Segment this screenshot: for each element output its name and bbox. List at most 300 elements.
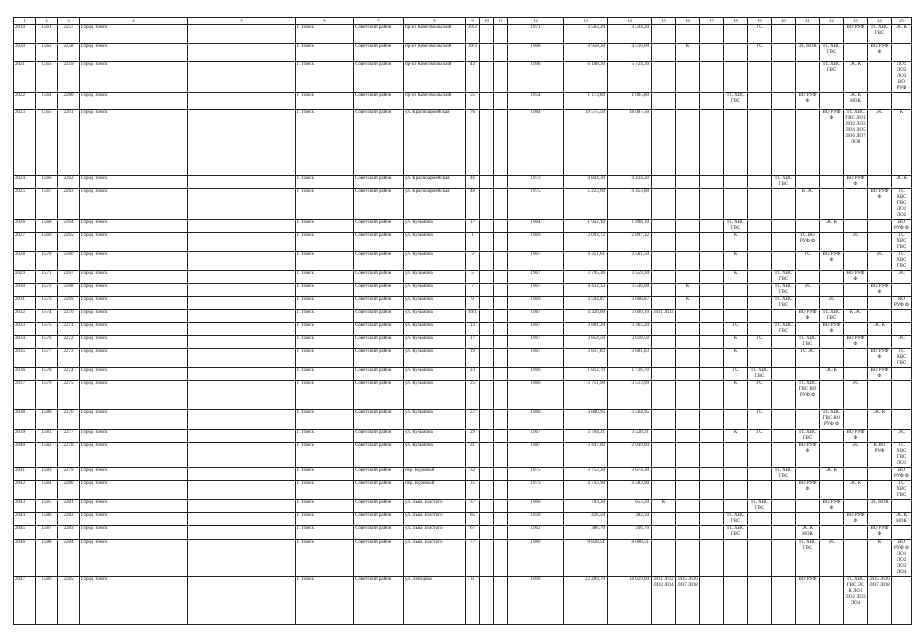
table-row — [14, 336, 912, 349]
table-cell-col-16 — [676, 62, 700, 93]
table-cell-col-1: 2022 — [14, 93, 36, 110]
table-cell-col-15 — [652, 271, 676, 284]
table-cell-col-13: 3 837,83 — [564, 349, 608, 368]
table-cell-col-11 — [494, 252, 508, 271]
table-cell-col-6: г. Томск — [296, 44, 354, 62]
table-cell-col-2: 1564 — [36, 93, 58, 110]
table-cell-col-4: Город Томск — [80, 368, 188, 381]
table-cell-col-9: 35 — [466, 481, 480, 500]
table-cell-col-25 — [892, 410, 912, 430]
table-cell-col-20 — [772, 513, 796, 526]
table-cell-col-13: 3 764,31 — [564, 430, 608, 443]
table-cell-col-13: 6 108,30 — [564, 62, 608, 93]
table-cell-col-6: г. Томск — [296, 540, 354, 577]
table-cell-col-19 — [748, 271, 772, 284]
table-cell-col-3: 2274 — [58, 368, 80, 381]
table-cell-col-5 — [188, 25, 296, 44]
table-cell-col-22: ВО РУФ Ф — [820, 500, 844, 513]
table-cell-col-12: 1989 — [508, 540, 564, 577]
table-cell-col-14: 3 618,50 — [608, 336, 652, 349]
table-cell-col-5 — [188, 176, 296, 189]
table-cell-col-14: 4 453,80 — [608, 189, 652, 220]
table-cell-col-14: 4 544,20 — [608, 25, 652, 44]
table-cell-col-2: 1563 — [36, 62, 58, 93]
table-cell-col-15 — [652, 284, 676, 297]
table-cell-col-1: 2035 — [14, 349, 36, 368]
table-cell-col-10 — [480, 310, 494, 323]
column-number-2: 2 — [36, 18, 58, 25]
table-cell-col-3: 2262 — [58, 176, 80, 189]
table-cell-col-13: 703,30 — [564, 500, 608, 513]
table-cell-col-4: Город Томск — [80, 381, 188, 410]
table-cell-col-3: 2257 — [58, 25, 80, 44]
table-cell-col-16: ЛО5 ЛО6 ЛО7 ЛО8 — [676, 577, 700, 625]
table-cell-col-5 — [188, 252, 296, 271]
table-cell-col-19: ГС — [748, 430, 772, 443]
table-cell-col-19: ГС — [748, 410, 772, 430]
table-cell-col-2: 1572 — [36, 284, 58, 297]
table-cell-col-14: 5 724,30 — [608, 62, 652, 93]
table-cell-col-15 — [652, 481, 676, 500]
table-cell-col-8: ул. Красноармейская — [404, 110, 466, 176]
table-cell-col-6: г. Томск — [296, 443, 354, 468]
table-cell-col-12: 1969 — [508, 297, 564, 310]
table-cell-col-22 — [820, 271, 844, 284]
table-cell-col-11 — [494, 410, 508, 430]
table-cell-col-11 — [494, 44, 508, 62]
table-cell-col-11 — [494, 481, 508, 500]
register-table — [13, 17, 912, 625]
table-cell-col-7: Советский район — [354, 44, 404, 62]
table-cell-col-1: 2021 — [14, 62, 36, 93]
table-cell-col-25: ЭС — [892, 336, 912, 349]
table-cell-col-20: ТС ХВС ГВС — [772, 176, 796, 189]
table-cell-col-6: г. Томск — [296, 189, 354, 220]
table-cell-col-25 — [892, 93, 912, 110]
table-cell-col-24: ВО РУФ Ф — [868, 526, 892, 540]
table-cell-col-21 — [796, 368, 820, 381]
table-cell-col-5 — [188, 110, 296, 176]
table-cell-col-21: ЭС НОК — [796, 44, 820, 62]
table-cell-col-16 — [676, 481, 700, 500]
table-cell-col-4: Город Томск — [80, 252, 188, 271]
table-cell-col-1: 2038 — [14, 410, 36, 430]
table-cell-col-2: 1580 — [36, 410, 58, 430]
table-cell-col-23: ЭС К НОК — [844, 93, 868, 110]
table-cell-col-14: 3 674,30 — [608, 468, 652, 481]
table-cell-col-20 — [772, 220, 796, 233]
table-cell-col-12: 1987 — [508, 443, 564, 468]
table-cell-col-25: ТС ХВС ГВС — [892, 252, 912, 271]
table-cell-col-4: Город Томск — [80, 25, 188, 44]
table-cell-col-24 — [868, 310, 892, 323]
table-cell-col-3: 2266 — [58, 252, 80, 271]
table-cell-col-5 — [188, 368, 296, 381]
table-cell-col-8: ул. Кузьмина — [404, 233, 466, 252]
table-cell-col-21 — [796, 468, 820, 481]
column-number-20: 20 — [772, 18, 796, 25]
table-row — [14, 233, 912, 252]
table-cell-col-12: 1966 — [508, 381, 564, 410]
table-cell-col-20 — [772, 410, 796, 430]
table-cell-col-22 — [820, 526, 844, 540]
table-cell-col-3: 2272 — [58, 336, 80, 349]
table-cell-col-9: 76 — [466, 110, 480, 176]
table-cell-col-7: Советский район — [354, 271, 404, 284]
table-cell-col-13: 3 594,87 — [564, 297, 608, 310]
table-row — [14, 513, 912, 526]
column-number-6: 6 — [296, 18, 354, 25]
table-cell-col-19 — [748, 189, 772, 220]
table-cell-col-20 — [772, 233, 796, 252]
table-cell-col-17 — [700, 189, 724, 220]
table-cell-col-22 — [820, 93, 844, 110]
table-cell-col-1: 2025 — [14, 189, 36, 220]
table-cell-col-16 — [676, 443, 700, 468]
column-number-19: 19 — [748, 18, 772, 25]
table-cell-col-1: 2034 — [14, 336, 36, 349]
table-cell-col-2: 1565 — [36, 110, 58, 176]
table-cell-col-2: 1569 — [36, 233, 58, 252]
column-number-3: 3 — [58, 18, 80, 25]
table-cell-col-5 — [188, 62, 296, 93]
table-cell-col-5 — [188, 220, 296, 233]
table-cell-col-5 — [188, 443, 296, 468]
table-cell-col-8: пр-кт Комсомольский — [404, 44, 466, 62]
table-cell-col-15 — [652, 443, 676, 468]
table-cell-col-16 — [676, 233, 700, 252]
table-cell-col-1: 2028 — [14, 252, 36, 271]
table-cell-col-8: пр-кт Комсомольский — [404, 93, 466, 110]
table-cell-col-3: 2260 — [58, 93, 80, 110]
table-cell-col-21: ВО РУФ Ф — [796, 443, 820, 468]
table-cell-col-25 — [892, 381, 912, 410]
table-cell-col-18 — [724, 25, 748, 44]
table-cell-col-24: ЭС — [868, 252, 892, 271]
column-number-14: 14 — [608, 18, 652, 25]
table-cell-col-13: 4 432,33 — [564, 284, 608, 297]
table-cell-col-20 — [772, 526, 796, 540]
table-cell-col-14: 1 065,80 — [608, 93, 652, 110]
table-cell-col-17 — [700, 381, 724, 410]
table-cell-col-15 — [652, 44, 676, 62]
table-cell-col-11 — [494, 93, 508, 110]
table-cell-col-24: ВО РУФ Ф — [868, 284, 892, 297]
table-row — [14, 93, 912, 110]
table-cell-col-16 — [676, 349, 700, 368]
table-cell-col-11 — [494, 62, 508, 93]
table-cell-col-3: 2283 — [58, 526, 80, 540]
table-cell-col-17 — [700, 526, 724, 540]
table-cell-col-19 — [748, 297, 772, 310]
table-cell-col-1: 2033 — [14, 323, 36, 336]
table-cell-col-15 — [652, 513, 676, 526]
table-cell-col-23 — [844, 540, 868, 577]
table-cell-col-13: 4 844,30 — [564, 176, 608, 189]
table-cell-col-24: ВО РУФ Ф — [868, 44, 892, 62]
table-cell-col-6: г. Томск — [296, 220, 354, 233]
table-cell-col-11 — [494, 233, 508, 252]
table-cell-col-16 — [676, 336, 700, 349]
table-cell-col-5 — [188, 233, 296, 252]
table-cell-col-12: 1967 — [508, 336, 564, 349]
table-cell-col-23: ВО РУФ — [844, 25, 868, 44]
table-cell-col-9: 23 — [466, 368, 480, 381]
table-cell-col-10 — [480, 110, 494, 176]
table-cell-col-5 — [188, 297, 296, 310]
table-cell-col-22 — [820, 349, 844, 368]
table-cell-col-17 — [700, 93, 724, 110]
table-cell-col-13: 3 447,60 — [564, 443, 608, 468]
table-cell-col-12: 1967 — [508, 430, 564, 443]
table-cell-col-14: 4 583,90 — [608, 481, 652, 500]
table-cell-col-14: 3 564,95 — [608, 410, 652, 430]
table-cell-col-11 — [494, 297, 508, 310]
table-cell-col-21: ЭС К НОК — [796, 526, 820, 540]
table-cell-col-8: ул. Лебедева — [404, 577, 466, 625]
table-cell-col-3: 2268 — [58, 284, 80, 297]
table-cell-col-12: 1967 — [508, 349, 564, 368]
table-cell-col-15 — [652, 297, 676, 310]
table-cell-col-7: Советский район — [354, 481, 404, 500]
table-cell-col-24: ЭС — [868, 110, 892, 176]
table-cell-col-6: г. Томск — [296, 526, 354, 540]
table-cell-col-2: 1589 — [36, 577, 58, 625]
table-cell-col-18 — [724, 481, 748, 500]
table-cell-col-25: ЭС К НОК — [892, 513, 912, 526]
column-number-4: 4 — [80, 18, 188, 25]
table-cell-col-16 — [676, 513, 700, 526]
table-cell-col-12: 1967 — [508, 271, 564, 284]
table-cell-col-23 — [844, 526, 868, 540]
table-cell-col-18: К — [724, 336, 748, 349]
table-cell-col-11 — [494, 526, 508, 540]
table-cell-col-25: ВО РУФ Ф — [892, 297, 912, 310]
table-cell-col-24 — [868, 176, 892, 189]
table-cell-col-24 — [868, 62, 892, 93]
table-cell-col-23: ЭС — [844, 381, 868, 410]
table-cell-col-3: 2269 — [58, 297, 80, 310]
table-cell-col-6: г. Томск — [296, 323, 354, 336]
table-cell-col-15 — [652, 430, 676, 443]
table-cell-col-10 — [480, 500, 494, 513]
table-cell-col-14: 1 736,70 — [608, 368, 652, 381]
table-cell-col-1: 2043 — [14, 500, 36, 513]
table-cell-col-6: г. Томск — [296, 349, 354, 368]
table-cell-col-17 — [700, 25, 724, 44]
table-cell-col-8: ул. Красноармейская — [404, 176, 466, 189]
table-cell-col-10 — [480, 381, 494, 410]
table-cell-col-12: 1975 — [508, 468, 564, 481]
table-cell-col-3: 2281 — [58, 500, 80, 513]
table-cell-col-8: ул. Кузьмина — [404, 297, 466, 310]
table-cell-col-4: Город Томск — [80, 271, 188, 284]
table-cell-col-19 — [748, 443, 772, 468]
table-cell-col-17 — [700, 297, 724, 310]
table-cell-col-24 — [868, 271, 892, 284]
table-cell-col-10 — [480, 25, 494, 44]
table-cell-col-15 — [652, 526, 676, 540]
table-cell-col-5 — [188, 44, 296, 62]
table-cell-col-15 — [652, 176, 676, 189]
table-cell-col-5 — [188, 189, 296, 220]
table-row — [14, 540, 912, 577]
table-cell-col-23: ЭС К — [844, 481, 868, 500]
table-cell-col-17 — [700, 500, 724, 513]
table-cell-col-11 — [494, 368, 508, 381]
table-cell-col-24: ЛО5 ЛО6 ЛО7 ЛО8 — [868, 577, 892, 625]
table-cell-col-19 — [748, 468, 772, 481]
table-cell-col-19 — [748, 323, 772, 336]
table-cell-col-19 — [748, 93, 772, 110]
table-cell-col-22: ЭС К — [820, 368, 844, 381]
column-number-22: 22 — [820, 18, 844, 25]
table-cell-col-8: пер. Куриный — [404, 481, 466, 500]
table-cell-col-16 — [676, 220, 700, 233]
table-cell-col-20 — [772, 368, 796, 381]
table-row — [14, 62, 912, 93]
column-number-12: 12 — [508, 18, 564, 25]
table-cell-col-14: 653,20 — [608, 500, 652, 513]
table-cell-col-1: 2019 — [14, 25, 36, 44]
table-cell-col-24: ВО РУФ Ф — [868, 189, 892, 220]
table-cell-col-6: г. Томск — [296, 468, 354, 481]
table-cell-col-20 — [772, 310, 796, 323]
table-cell-col-21: ТС ХВС ГВС — [796, 540, 820, 577]
table-cell-col-17 — [700, 540, 724, 577]
table-cell-col-8: ул. Кузьмина — [404, 310, 466, 323]
table-cell-col-22 — [820, 430, 844, 443]
table-cell-col-5 — [188, 500, 296, 513]
table-cell-col-16 — [676, 500, 700, 513]
table-cell-col-22: ТС ХВС ГВС — [820, 62, 844, 93]
table-cell-col-10 — [480, 93, 494, 110]
table-cell-col-4: Город Томск — [80, 526, 188, 540]
table-cell-col-8: ул. Льва Толстого — [404, 500, 466, 513]
table-cell-col-23: ЭС — [844, 233, 868, 252]
table-cell-col-20 — [772, 500, 796, 513]
table-cell-col-12: 1966 — [508, 410, 564, 430]
table-cell-col-22: ЭС — [820, 540, 844, 577]
table-cell-col-10 — [480, 284, 494, 297]
table-cell-col-23 — [844, 468, 868, 481]
table-cell-col-12: 1969 — [508, 233, 564, 252]
table-cell-col-25: ТС ХВС ГВС ЛО1 — [892, 443, 912, 468]
table-cell-col-2: 1562 — [36, 44, 58, 62]
table-cell-col-11 — [494, 540, 508, 577]
table-cell-col-24: ЭС НОК — [868, 500, 892, 513]
table-cell-col-1: 2039 — [14, 430, 36, 443]
table-cell-col-6: г. Томск — [296, 62, 354, 93]
table-cell-col-22 — [820, 513, 844, 526]
table-cell-col-21: К ЭС — [796, 189, 820, 220]
table-cell-col-21: ВО РУФ Ф — [796, 310, 820, 323]
table-cell-col-21 — [796, 25, 820, 44]
table-cell-col-5 — [188, 540, 296, 577]
table-cell-col-7: Советский район — [354, 540, 404, 577]
table-cell-col-18: ТС ХВС ГВС — [724, 513, 748, 526]
table-cell-col-13: 4 562,20 — [564, 25, 608, 44]
table-cell-col-12: 1999 — [508, 577, 564, 625]
table-cell-col-22 — [820, 481, 844, 500]
table-cell-col-9: 39/2 — [466, 25, 480, 44]
table-cell-col-19 — [748, 481, 772, 500]
table-cell-col-15 — [652, 62, 676, 93]
table-cell-col-11 — [494, 323, 508, 336]
table-cell-col-8: ул. Кузьмина — [404, 410, 466, 430]
table-cell-col-23 — [844, 297, 868, 310]
table-cell-col-5 — [188, 284, 296, 297]
table-cell-col-2: 1581 — [36, 430, 58, 443]
table-cell-col-4: Город Томск — [80, 44, 188, 62]
table-cell-col-16 — [676, 93, 700, 110]
column-number-18: 18 — [724, 18, 748, 25]
table-cell-col-2: 1584 — [36, 481, 58, 500]
table-cell-col-19 — [748, 310, 772, 323]
table-cell-col-2: 1576 — [36, 336, 58, 349]
table-cell-col-19 — [748, 577, 772, 625]
table-cell-col-7: Советский район — [354, 297, 404, 310]
table-cell-col-13: 3 801,20 — [564, 323, 608, 336]
table-cell-col-18 — [724, 577, 748, 625]
table-cell-col-25 — [892, 526, 912, 540]
table-cell-col-5 — [188, 468, 296, 481]
table-cell-col-25: ЭС — [892, 271, 912, 284]
table-cell-col-4: Город Томск — [80, 220, 188, 233]
table-cell-col-4: Город Томск — [80, 310, 188, 323]
table-cell-col-7: Советский район — [354, 284, 404, 297]
table-row — [14, 284, 912, 297]
table-cell-col-7: Советский район — [354, 526, 404, 540]
table-cell-col-3: 2258 — [58, 44, 80, 62]
table-cell-col-21: ГС — [796, 252, 820, 271]
table-cell-col-17 — [700, 349, 724, 368]
table-cell-col-7: Советский район — [354, 252, 404, 271]
table-cell-col-11 — [494, 468, 508, 481]
table-cell-col-17 — [700, 577, 724, 625]
table-cell-col-10 — [480, 481, 494, 500]
table-cell-col-19 — [748, 110, 772, 176]
table-cell-col-2: 1568 — [36, 220, 58, 233]
table-cell-col-14: 382,50 — [608, 513, 652, 526]
table-cell-col-4: Город Томск — [80, 62, 188, 93]
table-cell-col-7: Советский район — [354, 310, 404, 323]
table-cell-col-13: 1 812,70 — [564, 368, 608, 381]
table-cell-col-18 — [724, 500, 748, 513]
table-cell-col-20: ТС ХВС ГВС — [772, 297, 796, 310]
column-number-row — [14, 18, 912, 25]
table-cell-col-7: Советский район — [354, 577, 404, 625]
table-row — [14, 526, 912, 540]
table-row — [14, 44, 912, 62]
table-cell-col-23 — [844, 368, 868, 381]
table-cell-col-4: Город Томск — [80, 176, 188, 189]
table-cell-col-18 — [724, 110, 748, 176]
table-cell-col-15 — [652, 220, 676, 233]
table-cell-col-21: ВО РУФ — [796, 577, 820, 625]
table-cell-col-13: 3 751,99 — [564, 381, 608, 410]
register-sheet — [13, 17, 909, 625]
table-cell-col-25 — [892, 310, 912, 323]
table-cell-col-24 — [868, 468, 892, 481]
table-cell-col-18 — [724, 189, 748, 220]
table-row — [14, 368, 912, 381]
table-cell-col-1: 2030 — [14, 284, 36, 297]
table-cell-col-19: ГС — [748, 336, 772, 349]
table-cell-col-21 — [796, 513, 820, 526]
table-cell-col-18: ГС — [724, 368, 748, 381]
table-cell-col-10 — [480, 526, 494, 540]
